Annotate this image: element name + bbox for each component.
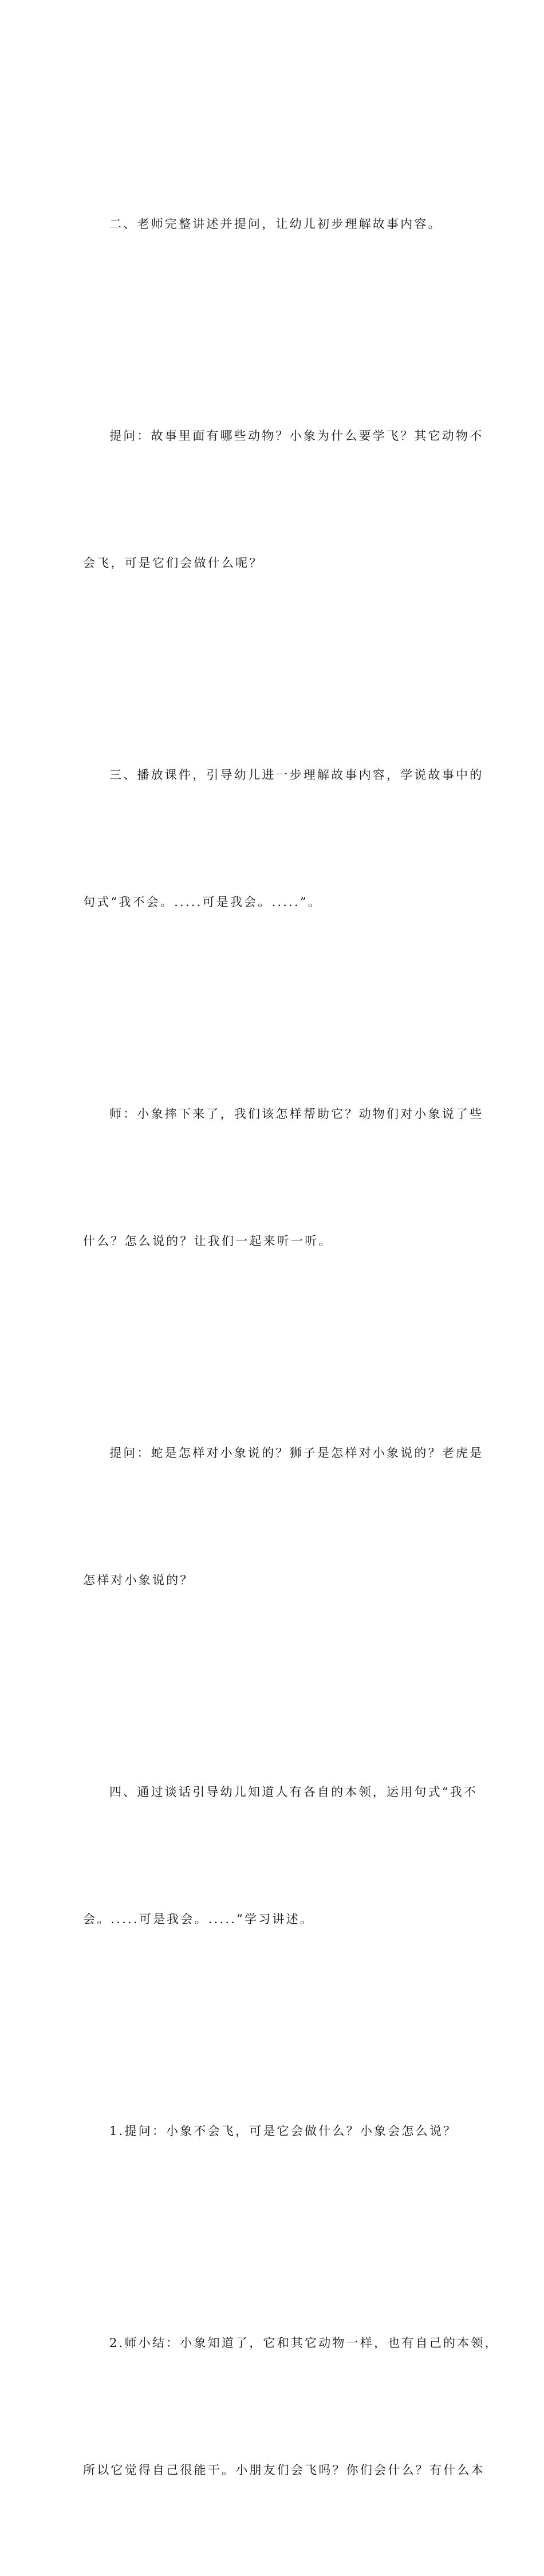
paragraph-line: 四、通过谈话引导幼儿知道人有各自的本领，运用句式“我不 (109, 1785, 478, 1799)
paragraph-3 (83, 669, 484, 1008)
paragraph-line: 会。.....可是我会。.....”学习讲述。 (83, 1912, 314, 1926)
paragraph-2 (83, 330, 484, 669)
paragraph-5 (83, 1347, 484, 1686)
paragraph-7 (83, 2025, 456, 2237)
paragraph-line: 什么？怎么说的？让我们一起来听一听。 (83, 1234, 333, 1248)
paragraph-6 (83, 1686, 478, 2025)
document-body (83, 118, 499, 2576)
paragraph-line: 二、老师完整讲述并提问，让幼儿初步理解故事内容。 (109, 217, 442, 231)
paragraph-line: 提问：蛇是怎样对小象说的？狮子是怎样对小象说的？老虎是 (109, 1446, 484, 1460)
paragraph-4 (83, 1008, 484, 1347)
paragraph-line: 师：小象摔下来了，我们该怎样帮助它？动物们对小象说了些 (109, 1107, 484, 1121)
paragraph-line: 句式“我不会。.....可是我会。.....”。 (83, 895, 322, 909)
paragraph-8 (83, 2237, 499, 2576)
paragraph-line: 所以它觉得自己很能干。小朋友们会飞吗？你们会什么？有什么本 (83, 2463, 485, 2477)
paragraph-line: 三、播放课件，引导幼儿进一步理解故事内容，学说故事中的 (109, 768, 484, 782)
paragraph-1 (83, 118, 456, 330)
paragraph-line: 会飞，可是它们会做什么呢？ (83, 556, 263, 570)
paragraph-line: 提问：故事里面有哪些动物？小象为什么要学飞？其它动物不 (109, 429, 484, 443)
paragraph-line: 怎样对小象说的？ (83, 1573, 194, 1587)
paragraph-line: 2.师小结：小象知道了，它和其它动物一样，也有自己的本领， (109, 2336, 499, 2350)
paragraph-line: 1.提问：小象不会飞，可是它会做什么？小象会怎么说？ (109, 2124, 458, 2138)
